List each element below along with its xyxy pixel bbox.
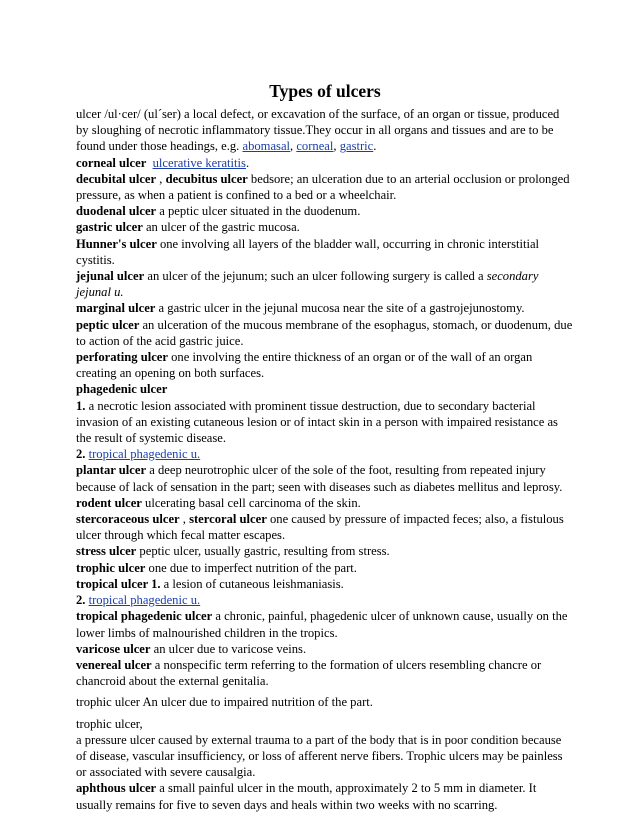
entry-jejunal	[76, 268, 574, 300]
entry-tropical-sense-2	[76, 592, 574, 608]
entry-aphthous	[76, 780, 574, 812]
term: tropical ulcer	[76, 576, 148, 591]
term: tropical phagedenic ulcer	[76, 609, 213, 624]
sense-number: 1.	[147, 576, 161, 591]
term: peptic ulcer	[76, 317, 140, 332]
entry-stress	[76, 543, 574, 559]
abomasal-link[interactable]: abomasal	[242, 139, 291, 154]
entry-hunner	[76, 236, 574, 268]
term: stress ulcer	[76, 544, 137, 559]
entry-gastric	[76, 219, 574, 235]
entry-phagedenic-sense-1	[76, 398, 574, 447]
entry-trophic	[76, 560, 574, 576]
term: decubital ulcer	[76, 171, 157, 186]
term: perforating ulcer	[76, 350, 168, 365]
entry-phagedenic-sense-2	[76, 446, 574, 462]
definition: an ulceration of the mucous membrane of the esophagus, stomach, or duodenum, due to action of the acid gastric juice.	[76, 317, 573, 348]
intro-sep: ,	[290, 139, 297, 154]
definition: a chronic, painful, phagedenic ulcer of unknown cause, usually on the lower limbs of malnourished children in the tropics.	[76, 609, 568, 640]
definition: a gastric ulcer in the jejunal mucosa near the site of a gastrojejunostomy.	[155, 301, 525, 316]
intro-end: .	[373, 139, 377, 154]
intro-paragraph	[76, 106, 574, 155]
term: decubitus ulcer	[165, 171, 248, 186]
sense-number: 1.	[76, 398, 86, 413]
separator: ,	[179, 512, 190, 527]
entry-rodent	[76, 495, 574, 511]
intro-sep: ,	[333, 139, 340, 154]
italic-term: secondary jejunal u.	[76, 269, 539, 300]
document-page	[76, 80, 574, 813]
intro-text: ulcer /ul·cer/ (ul´ser) a local defect, or excavation of the surface, of an organ or tissue, produced by sloughing of necrotic inflammatory tissue.They occur in all organs and tissues and are to be found under those headings, e.g.	[76, 107, 560, 154]
term: varicose ulcer	[76, 641, 151, 656]
ulcerative-keratitis-link[interactable]: ulcerative keratitis	[152, 155, 246, 170]
term: duodenal ulcer	[76, 204, 157, 219]
definition: a small painful ulcer in the mouth, approximately 2 to 5 mm in diameter. It usually remains for five to seven days and heals within two weeks with no scarring.	[76, 781, 537, 812]
term: corneal ulcer	[76, 155, 147, 170]
entry-end: .	[245, 155, 250, 170]
definition: a necrotic lesion associated with prominent tissue destruction, due to secondary bacterial invasion of an existing cutaneous lesion or of intact skin in a person with impaired resistance as the result of systemic disease.	[76, 398, 558, 446]
entry-decubital	[76, 171, 574, 203]
entry-perforating	[76, 349, 574, 381]
term: phagedenic ulcer	[76, 382, 168, 397]
definition: a nonspecific term referring to the formation of ulcers resembling chancre or chancroid about the external genitalia.	[76, 657, 542, 689]
entry-stercoraceous	[76, 511, 574, 543]
entry-plantar	[76, 462, 574, 494]
tropical-phagedenic-link[interactable]: tropical phagedenic u.	[88, 447, 201, 462]
entry-venereal	[76, 657, 574, 689]
definition: one due to imperfect nutrition of the part.	[145, 560, 357, 575]
definition: an ulcer of the gastric mucosa.	[142, 220, 300, 235]
term: trophic ulcer	[76, 560, 146, 575]
term: plantar ulcer	[76, 463, 147, 478]
term: aphthous ulcer	[76, 781, 157, 796]
corneal-link[interactable]: corneal	[296, 139, 334, 154]
definition: bedsore; an ulceration due to an arterial occlusion or prolonged pressure, as when a patient is confined to a bed or a wheelchair.	[76, 171, 570, 203]
definition: a deep neurotrophic ulcer of the sole of the foot, resulting from repeated injury because of lack of sensation in the part; seen with diseases such as diabetes mellitus and leprosy.	[76, 463, 563, 494]
entry-phagedenic	[76, 381, 574, 397]
entry-corneal	[76, 155, 574, 171]
sense-number: 2.	[76, 447, 86, 462]
definition: a peptic ulcer situated in the duodenum.	[156, 204, 361, 219]
term: stercoraceous ulcer	[76, 512, 180, 527]
gastric-link[interactable]: gastric	[339, 139, 374, 154]
term: stercoral ulcer	[189, 512, 267, 527]
tropical-phagedenic-link[interactable]: tropical phagedenic u.	[88, 593, 201, 608]
entry-duodenal	[76, 203, 574, 219]
definition: ulcerating basal cell carcinoma of the skin.	[141, 495, 361, 510]
term: rodent ulcer	[76, 495, 142, 510]
separator: ,	[156, 171, 166, 186]
trophic-ulcer-note: trophic ulcer An ulcer due to impaired nutrition of the part.	[76, 695, 373, 710]
term: Hunner's ulcer	[76, 236, 157, 251]
definition: one involving the entire thickness of an organ or of the wall of an organ creating an opening on both surfaces.	[76, 350, 533, 381]
trophic-ulcer-definition: a pressure ulcer caused by external trauma to a part of the body that is in poor condition because of disease, vascular insufficiency, or loss of afferent nerve fibers. Trophic ulcers may be painless or associated with severe causalgia.	[76, 732, 563, 780]
entry-tropical-phagedenic	[76, 608, 574, 640]
entry-tropical	[76, 576, 574, 592]
sense-number: 2.	[76, 593, 86, 608]
definition: one caused by pressure of impacted feces; also, a fistulous ulcer through which fecal matter escapes.	[76, 512, 564, 543]
definition: a lesion of cutaneous leishmaniasis.	[160, 576, 344, 591]
trophic-ulcer-heading: trophic ulcer,	[76, 716, 143, 731]
definition: an ulcer due to varicose veins.	[150, 641, 307, 656]
definition: one involving all layers of the bladder wall, occurring in chronic interstitial cystitis.	[76, 236, 540, 267]
term: marginal ulcer	[76, 301, 156, 316]
definition: peptic ulcer, usually gastric, resulting from stress.	[136, 544, 390, 559]
entry-marginal	[76, 300, 574, 316]
page-title: Types of ulcers	[269, 81, 381, 101]
term: jejunal ulcer	[76, 269, 145, 284]
entry-peptic	[76, 317, 574, 349]
term: gastric ulcer	[76, 220, 143, 235]
definition: an ulcer of the jejunum; such an ulcer following surgery is called a	[144, 269, 487, 284]
entry-varicose	[76, 641, 574, 657]
term: venereal ulcer	[76, 657, 152, 672]
